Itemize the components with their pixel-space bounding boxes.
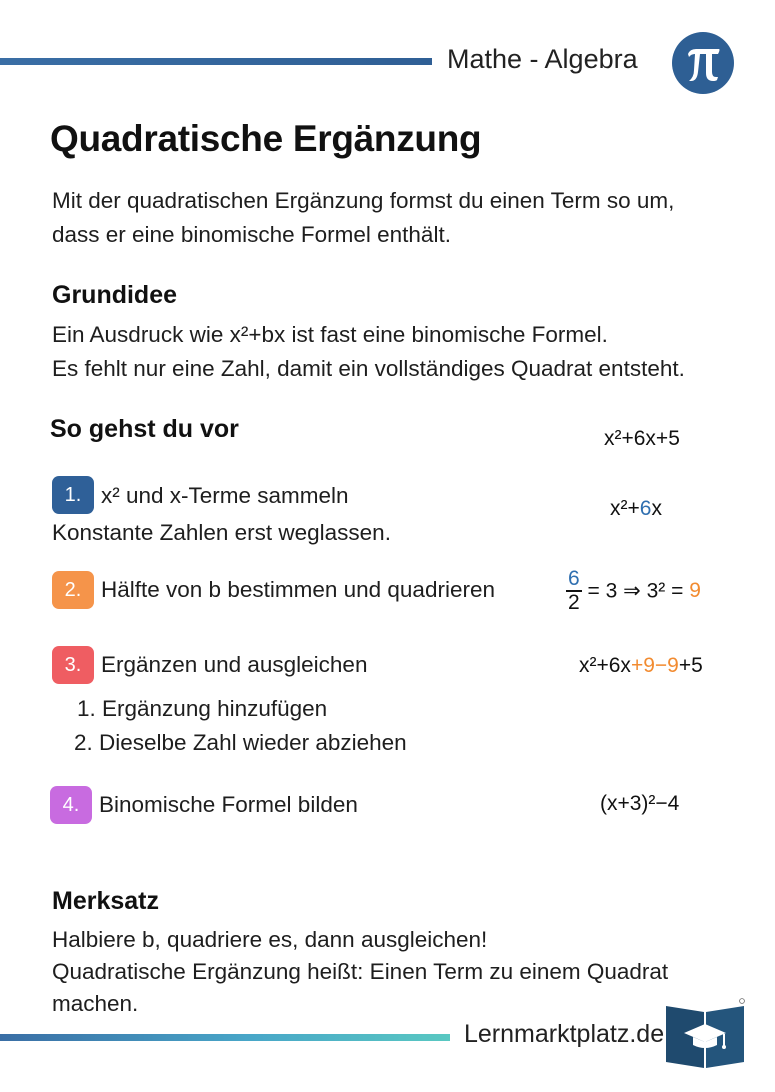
- step-3-substep-1: 1. Ergänzung hinzufügen: [77, 696, 328, 721]
- step-3-substep-2: 2. Dieselbe Zahl wieder abziehen: [74, 730, 407, 755]
- intro-line-1: Mit der quadratischen Ergänzung formst du einen Term so um,: [52, 188, 675, 213]
- step-1-badge: 1.: [52, 476, 94, 514]
- step-1-note: Konstante Zahlen erst weglassen.: [52, 520, 391, 545]
- grundidee-line-2: Es fehlt nur eine Zahl, damit ein vollständiges Quadrat entsteht.: [52, 356, 685, 381]
- step-2-label: Hälfte von b bestimmen und quadrieren: [101, 577, 495, 602]
- step-4-math: (x+3)²−4: [600, 792, 680, 815]
- step-3-math: x²+6x+9−9+5: [579, 654, 703, 677]
- subject-label: Mathe - Algebra: [447, 44, 638, 74]
- intro-line-2: dass er eine binomische Formel enthält.: [52, 222, 451, 247]
- merksatz-heading: Merksatz: [52, 887, 159, 915]
- footer-bar: [0, 1034, 450, 1041]
- merksatz-line-2: Quadratische Ergänzung heißt: Einen Term zu einem Quadrat: [52, 959, 669, 984]
- procedure-heading: So gehst du vor: [50, 415, 239, 443]
- step-4-label: Binomische Formel bilden: [99, 792, 358, 817]
- step-2-badge: 2.: [52, 571, 94, 609]
- step-2-math: $\frac{6}{2}$ = 3 ⇒ 3² = 9: [568, 567, 701, 614]
- grundidee-line-1: Ein Ausdruck wie x²+bx ist fast eine binomische Formel.: [52, 322, 608, 347]
- merksatz-line-3: machen.: [52, 991, 139, 1016]
- pi-icon: [672, 32, 734, 94]
- fraction: $\frac{6}{2}$: [568, 567, 580, 614]
- step-1-label: x² und x-Terme sammeln: [101, 483, 349, 508]
- header-bar: [0, 58, 432, 65]
- brand-label: Lernmarktplatz.de: [464, 1020, 665, 1048]
- graduation-book-icon: [664, 998, 746, 1070]
- merksatz-line-1: Halbiere b, quadriere es, dann ausgleichen!: [52, 927, 488, 952]
- step-1-math: x²+6x: [610, 497, 662, 520]
- step-4-badge: 4.: [50, 786, 92, 824]
- grundidee-heading: Grundidee: [52, 281, 178, 309]
- step-3-label: Ergänzen und ausgleichen: [101, 652, 368, 677]
- example-term: x²+6x+5: [604, 427, 680, 450]
- page-title: Quadratische Ergänzung: [50, 118, 482, 159]
- step-3-badge: 3.: [52, 646, 94, 684]
